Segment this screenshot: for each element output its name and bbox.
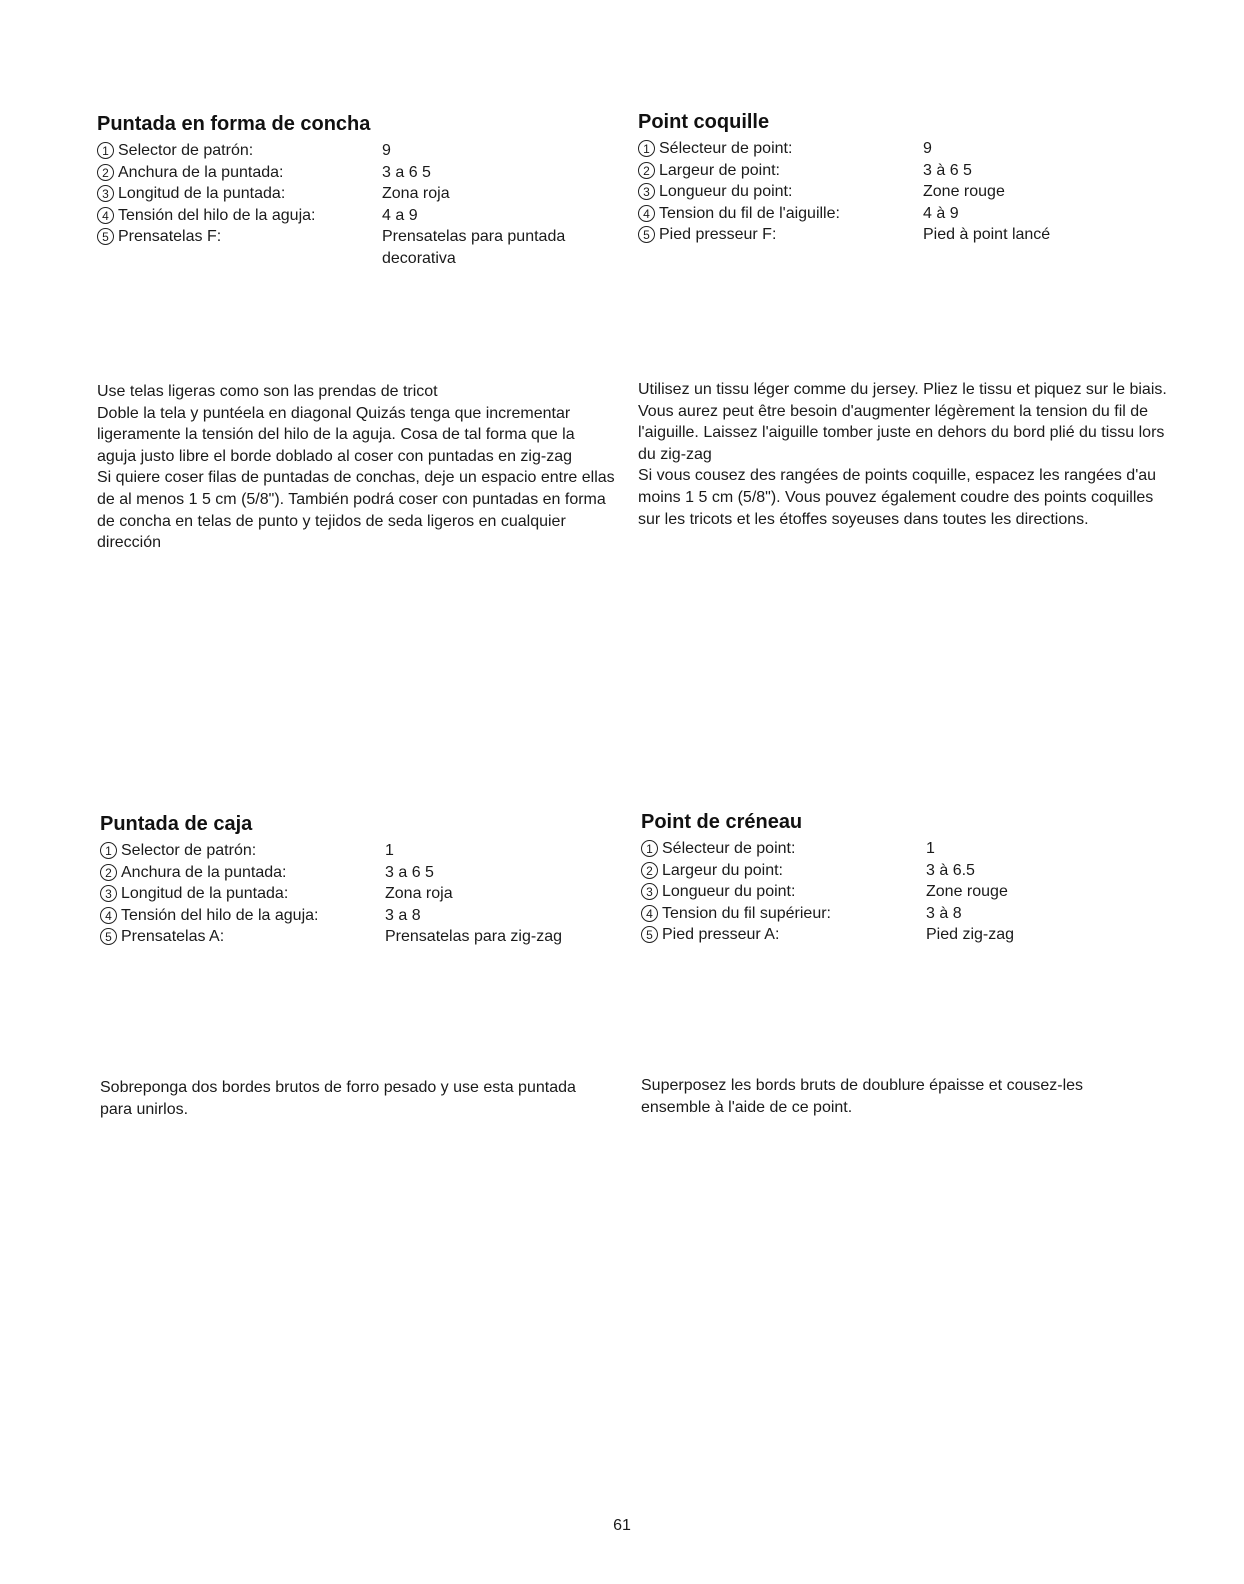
setting-label: Anchura de la puntada:	[121, 863, 287, 881]
paragraph: Superposez les bords bruts de doublure épaisse et cousez-les ensemble à l'aide de ce point.	[641, 1077, 1084, 1116]
section-title: Puntada de caja	[100, 813, 253, 835]
setting-value: 4 a 9	[382, 206, 418, 224]
section-title: Point coquille	[638, 111, 770, 133]
paragraph: Si vous cousez des rangées de points coquille, espacez les rangées d'au moins 1 5 cm (5/8"). Vous pouvez également coudre des points coquilles sur les tricots et les étoffes soyeuses dans toutes les directions.	[638, 467, 1157, 528]
setting-label: Largeur de point:	[659, 161, 780, 179]
paragraph: Doble la tela y puntéela en diagonal Quizás tenga que incrementar ligeramente la tensión del hilo de la aguja. Cosa de tal forma que la aguja justo libre el borde doblado al coser con puntadas en zig-zag	[97, 404, 575, 465]
setting-value: Zona roja	[382, 185, 450, 202]
paragraph: Sobreponga dos bordes brutos de forro pesado y use esta puntada para unirlos.	[100, 1079, 576, 1118]
setting-label: Tension du fil supérieur:	[662, 904, 831, 922]
circled-number-2: 2	[97, 164, 114, 181]
circled-number-3: 3	[638, 183, 655, 200]
setting-label: Prensatelas F:	[118, 228, 222, 245]
section-point-coquille	[638, 110, 1158, 246]
setting-value: 1	[926, 840, 935, 857]
setting-value: 3 à 6.5	[926, 861, 975, 879]
setting-label: Sélecteur de point:	[659, 140, 793, 157]
setting-value: Zone rouge	[923, 183, 1005, 200]
setting-label: Pied presseur F:	[659, 226, 777, 243]
setting-label: Longitud de la puntada:	[118, 185, 286, 202]
circled-number-1: 1	[97, 142, 114, 159]
circled-number-4: 4	[100, 907, 117, 924]
circled-number-1: 1	[638, 140, 655, 157]
setting-value: Pied à point lancé	[923, 226, 1051, 243]
setting-value: 9	[923, 140, 932, 157]
setting-value: 3 à 6 5	[923, 161, 972, 179]
section-puntada-concha	[97, 112, 597, 269]
section-point-creneau	[641, 810, 1161, 946]
circled-number-4: 4	[641, 905, 658, 922]
settings-list	[97, 140, 597, 269]
description-puntada-caja	[100, 1077, 580, 1120]
setting-label: Sélecteur de point:	[662, 840, 796, 857]
page-number: 61	[613, 1517, 631, 1534]
setting-label: Longueur du point:	[662, 883, 796, 900]
circled-number-1: 1	[641, 840, 658, 857]
setting-value: Prensatelas para puntada decorativa	[382, 228, 566, 267]
circled-number-3: 3	[97, 185, 114, 202]
setting-label: Longitud de la puntada:	[121, 885, 289, 902]
setting-label: Longueur du point:	[659, 183, 793, 200]
setting-label: Anchura de la puntada:	[118, 163, 284, 181]
circled-number-5: 5	[641, 926, 658, 943]
circled-number-5: 5	[100, 928, 117, 945]
circled-number-4: 4	[638, 205, 655, 222]
setting-label: Pied presseur A:	[662, 926, 780, 943]
setting-value: 1	[385, 842, 394, 859]
setting-label: Prensatelas A:	[121, 928, 225, 945]
setting-value: 3 a 6 5	[385, 863, 434, 881]
setting-label: Largeur du point:	[662, 861, 783, 879]
setting-label: Selector de patrón:	[118, 142, 254, 159]
setting-value: 3 à 8	[926, 904, 962, 922]
setting-label: Selector de patrón:	[121, 842, 257, 859]
circled-number-3: 3	[641, 883, 658, 900]
settings-list	[641, 838, 1161, 946]
paragraph: Si quiere coser filas de puntadas de conchas, deje un espacio entre ellas de al menos 1 5 cm (5/8"). También podrá coser con puntadas en forma de concha en telas de punto y tejidos de seda ligeros en cualquier dirección	[97, 469, 615, 552]
section-title: Point de créneau	[641, 811, 803, 833]
setting-value: 4 à 9	[923, 204, 959, 222]
circled-number-2: 2	[641, 862, 658, 879]
setting-label: Tensión del hilo de la aguja:	[121, 906, 319, 924]
setting-value: 9	[382, 142, 391, 159]
setting-value: Zona roja	[385, 885, 453, 902]
circled-number-2: 2	[100, 864, 117, 881]
circled-number-3: 3	[100, 885, 117, 902]
circled-number-4: 4	[97, 207, 114, 224]
description-point-coquille	[638, 379, 1168, 530]
description-point-creneau	[641, 1075, 1151, 1118]
setting-value: Prensatelas para zig-zag	[385, 928, 562, 945]
description-puntada-concha	[97, 381, 617, 554]
setting-value: Pied zig-zag	[926, 926, 1015, 943]
circled-number-2: 2	[638, 162, 655, 179]
setting-label: Tensión del hilo de la aguja:	[118, 206, 316, 224]
section-title: Puntada en forma de concha	[97, 113, 371, 135]
circled-number-1: 1	[100, 842, 117, 859]
setting-value: 3 a 6 5	[382, 163, 431, 181]
setting-label: Tension du fil de l'aiguille:	[659, 204, 840, 222]
paragraph: Use telas ligeras como son las prendas de tricot	[97, 383, 438, 400]
circled-number-5: 5	[97, 228, 114, 245]
setting-value: 3 a 8	[385, 906, 421, 924]
settings-list	[638, 138, 1158, 246]
section-puntada-caja	[100, 812, 600, 948]
setting-value: Zone rouge	[926, 883, 1008, 900]
settings-list	[100, 840, 600, 948]
paragraph: Utilisez un tissu léger comme du jersey. Pliez le tissu et piquez sur le biais. Vous aurez peut être besoin d'augmenter légèrement la tension du fil de l'aiguille. Laissez l'aiguille tomber juste en dehors du bord plié du tissu lors du zig-zag	[638, 381, 1167, 463]
circled-number-5: 5	[638, 226, 655, 243]
